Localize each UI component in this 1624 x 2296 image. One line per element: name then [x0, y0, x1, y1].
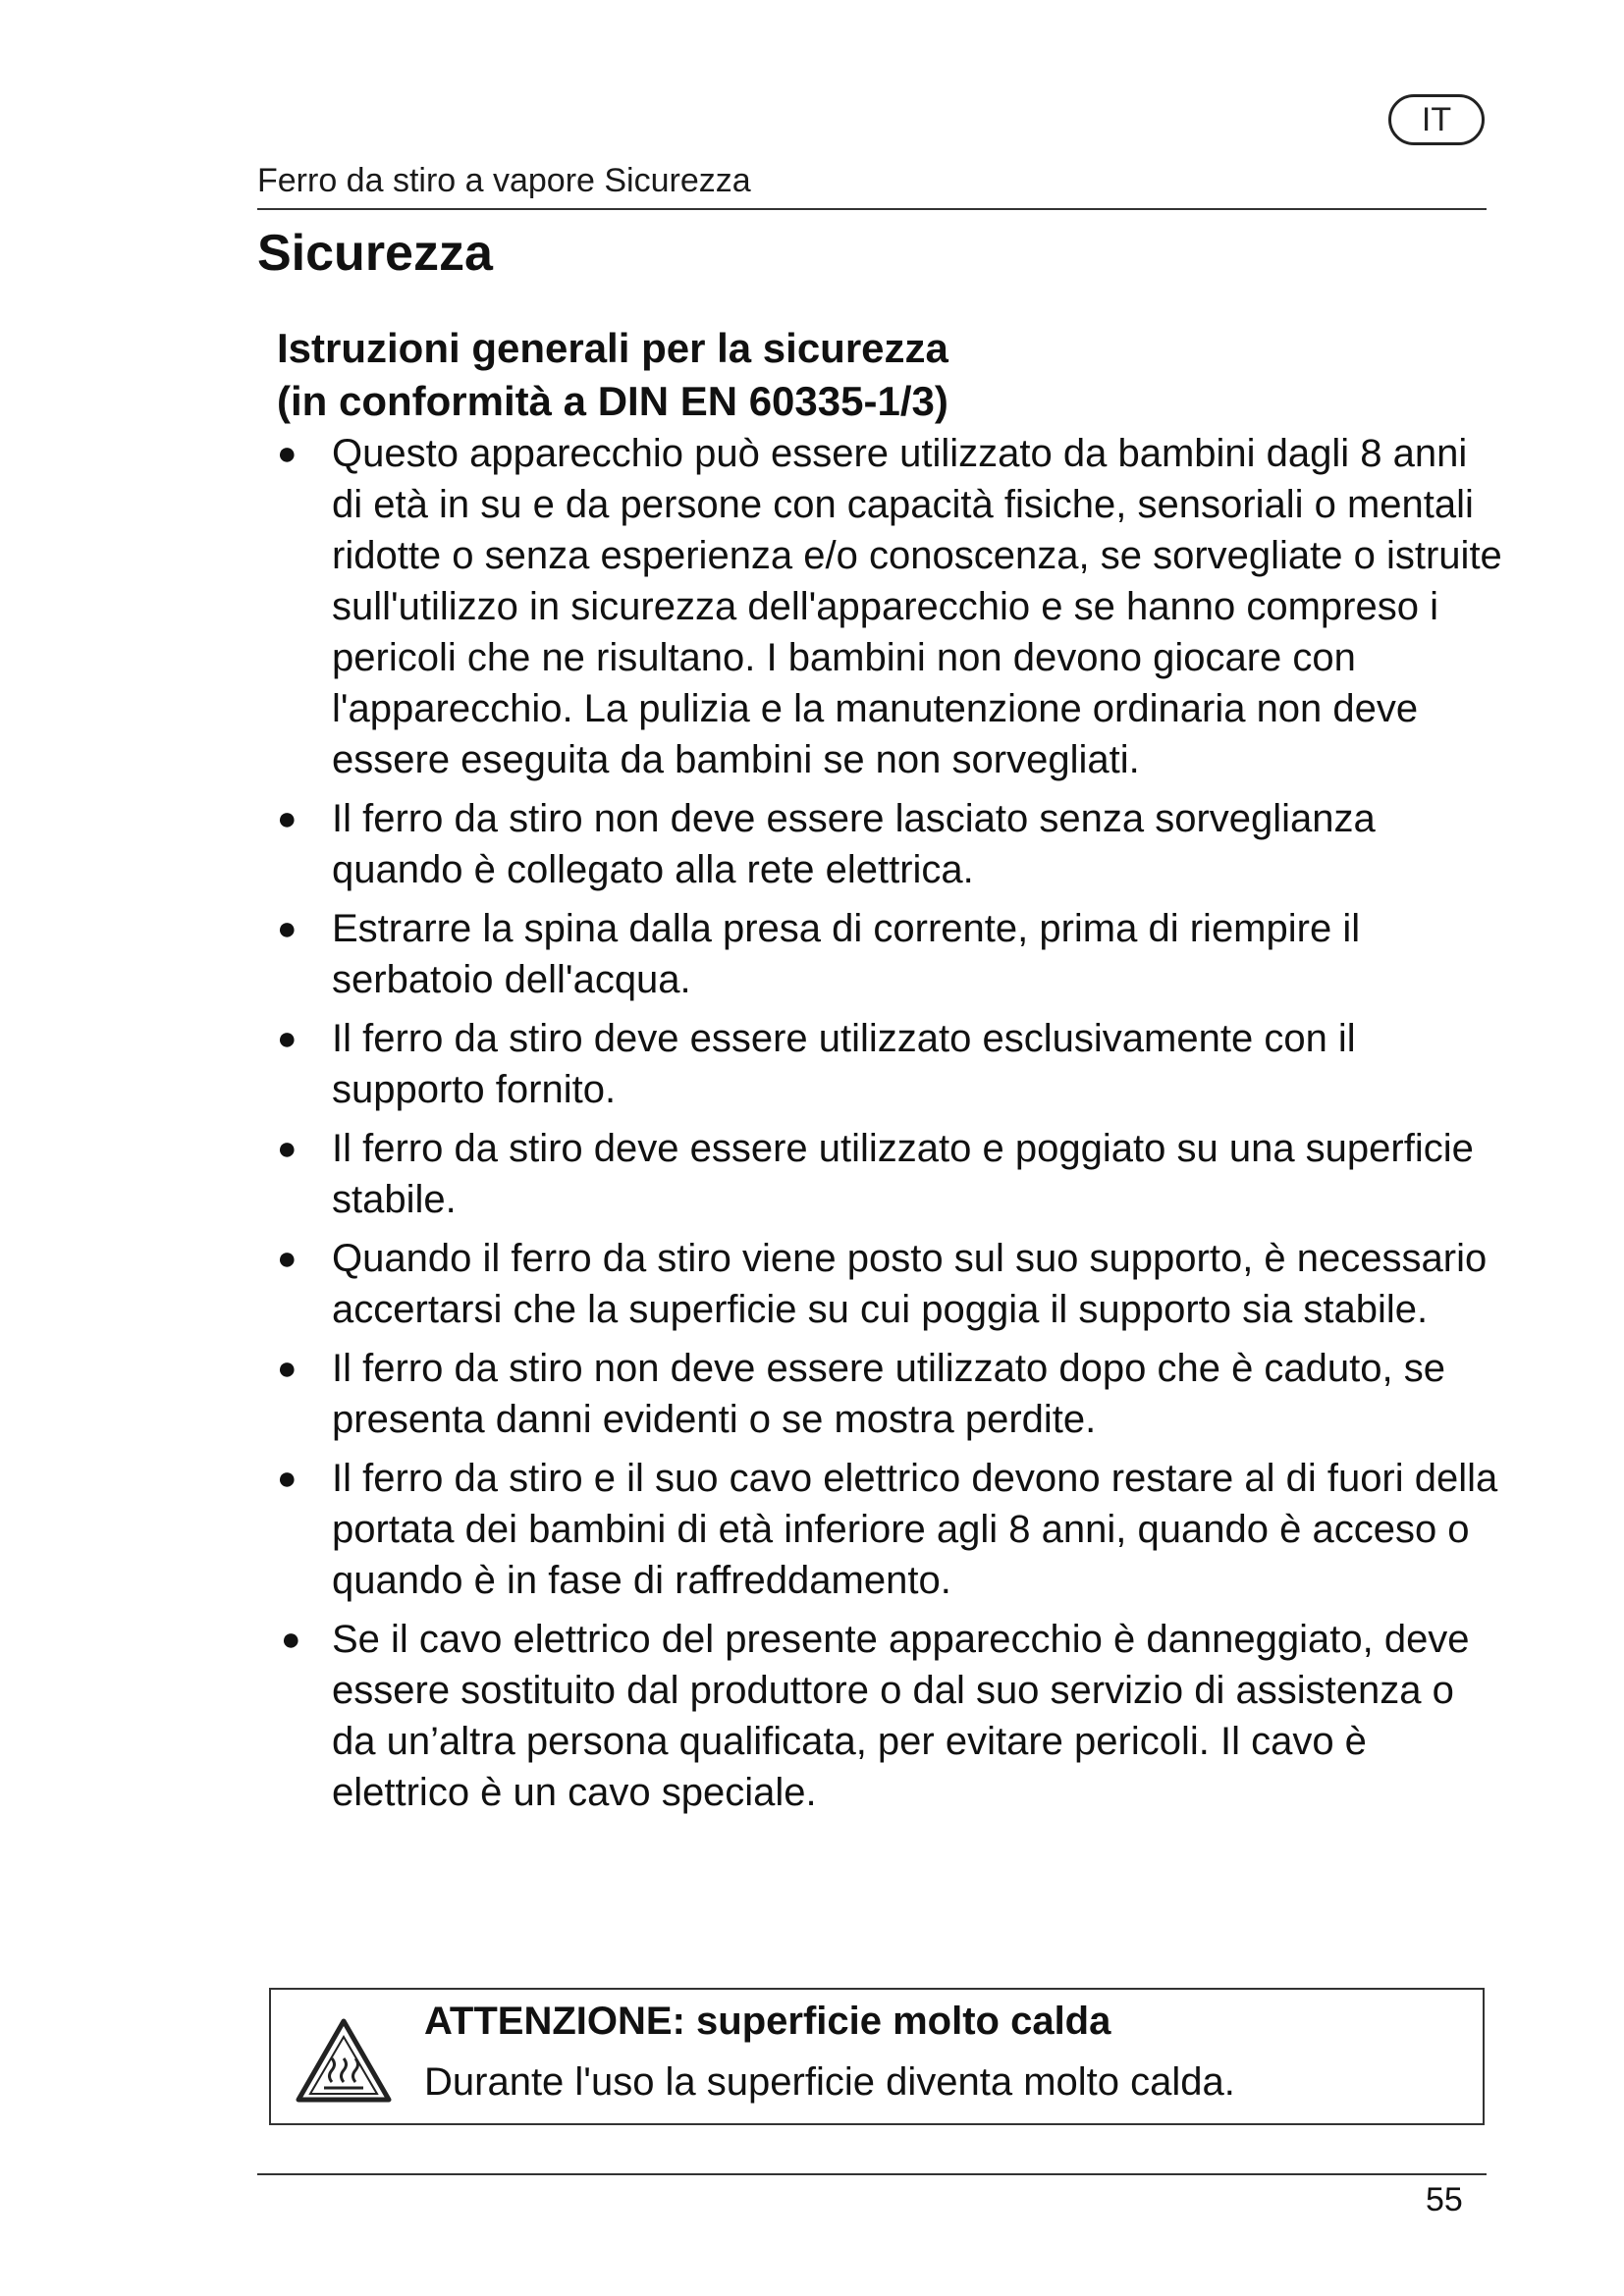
bullet-icon: ● — [277, 1240, 298, 1277]
list-item-text: Questo apparecchio può essere utilizzato da bambini dagli 8 anni di età in su e da persone con capacità fisiche, sensoriali o mentali ridotte o senza esperienza e/o conoscenza, se sorvegliate o istruite sull'utilizzo in sicurezza dell'apparecchio e se hanno compreso i pericoli che ne risultano. I bambini non devono giocare con l'apparecchio. La pulizia e la manutenzione ordinaria non deve essere eseguita da bambini se non sorvegliati. — [332, 432, 1502, 781]
list-item — [277, 1343, 1504, 1445]
list-item-text: Il ferro da stiro deve essere utilizzato esclusivamente con il supporto fornito. — [332, 1017, 1356, 1111]
list-item-text: Il ferro da stiro non deve essere utilizzato dopo che è caduto, se presenta danni evidenti o se mostra perdite. — [332, 1347, 1446, 1441]
footer-divider — [257, 2173, 1487, 2175]
bullet-icon: ● — [277, 1020, 298, 1057]
bullet-icon: ● — [277, 435, 298, 472]
bullet-icon: ● — [277, 1460, 298, 1497]
list-item-text: Quando il ferro da stiro viene posto sul suo supporto, è necessario accertarsi che la superficie su cui poggia il supporto sia stabile. — [332, 1237, 1488, 1331]
bullet-icon: ● — [277, 910, 298, 947]
bullet-icon: ● — [277, 1350, 298, 1387]
subtitle-line-2: (in conformità a DIN EN 60335-1/3) — [277, 378, 948, 424]
list-item — [277, 1013, 1504, 1115]
section-subtitle — [277, 322, 948, 428]
page-title: Sicurezza — [257, 225, 493, 282]
list-item — [277, 428, 1504, 785]
subtitle-line-1: Istruzioni generali per la sicurezza — [277, 325, 948, 371]
warning-text: Durante l'uso la superficie diventa molto calda. — [424, 2060, 1235, 2104]
bullet-icon: ● — [277, 1130, 298, 1167]
list-item — [277, 1614, 1504, 1818]
list-item-text: Il ferro da stiro deve essere utilizzato e poggiato su una superficie stabile. — [332, 1127, 1474, 1221]
bullet-icon: ● — [281, 1621, 301, 1658]
list-item — [277, 793, 1504, 895]
list-item-text: Il ferro da stiro e il suo cavo elettrico devono restare al di fuori della portata dei bambini di età inferiore agli 8 anni, quando è acceso o quando è in fase di raffreddamento. — [332, 1457, 1498, 1602]
list-item-text: Estrarre la spina dalla presa di corrente, prima di riempire il serbatoio dell'acqua. — [332, 907, 1361, 1001]
header-divider — [257, 208, 1487, 210]
list-item — [277, 1123, 1504, 1225]
list-item — [277, 1453, 1504, 1606]
list-item — [277, 903, 1504, 1005]
list-item-text: Il ferro da stiro non deve essere lasciato senza sorveglianza quando è collegato alla rete elettrica. — [332, 797, 1376, 891]
hot-surface-warning-box — [269, 1988, 1485, 2125]
list-item — [277, 1233, 1504, 1335]
page-number: 55 — [1426, 2181, 1463, 2218]
bullet-icon: ● — [277, 800, 298, 837]
list-item-text: Se il cavo elettrico del presente apparecchio è danneggiato, deve essere sostituito dal produttore o dal suo servizio di assistenza o da un’altra persona qualificata, per evitare pericoli. Il cavo è elettrico è un cavo speciale. — [332, 1618, 1470, 1814]
warning-title: ATTENZIONE: superficie molto calda — [424, 2000, 1111, 2043]
language-badge: IT — [1388, 94, 1485, 145]
hot-surface-warning-icon — [295, 2015, 393, 2104]
safety-instructions-list — [277, 428, 1504, 1826]
running-header: Ferro da stiro a vapore Sicurezza — [257, 162, 751, 199]
